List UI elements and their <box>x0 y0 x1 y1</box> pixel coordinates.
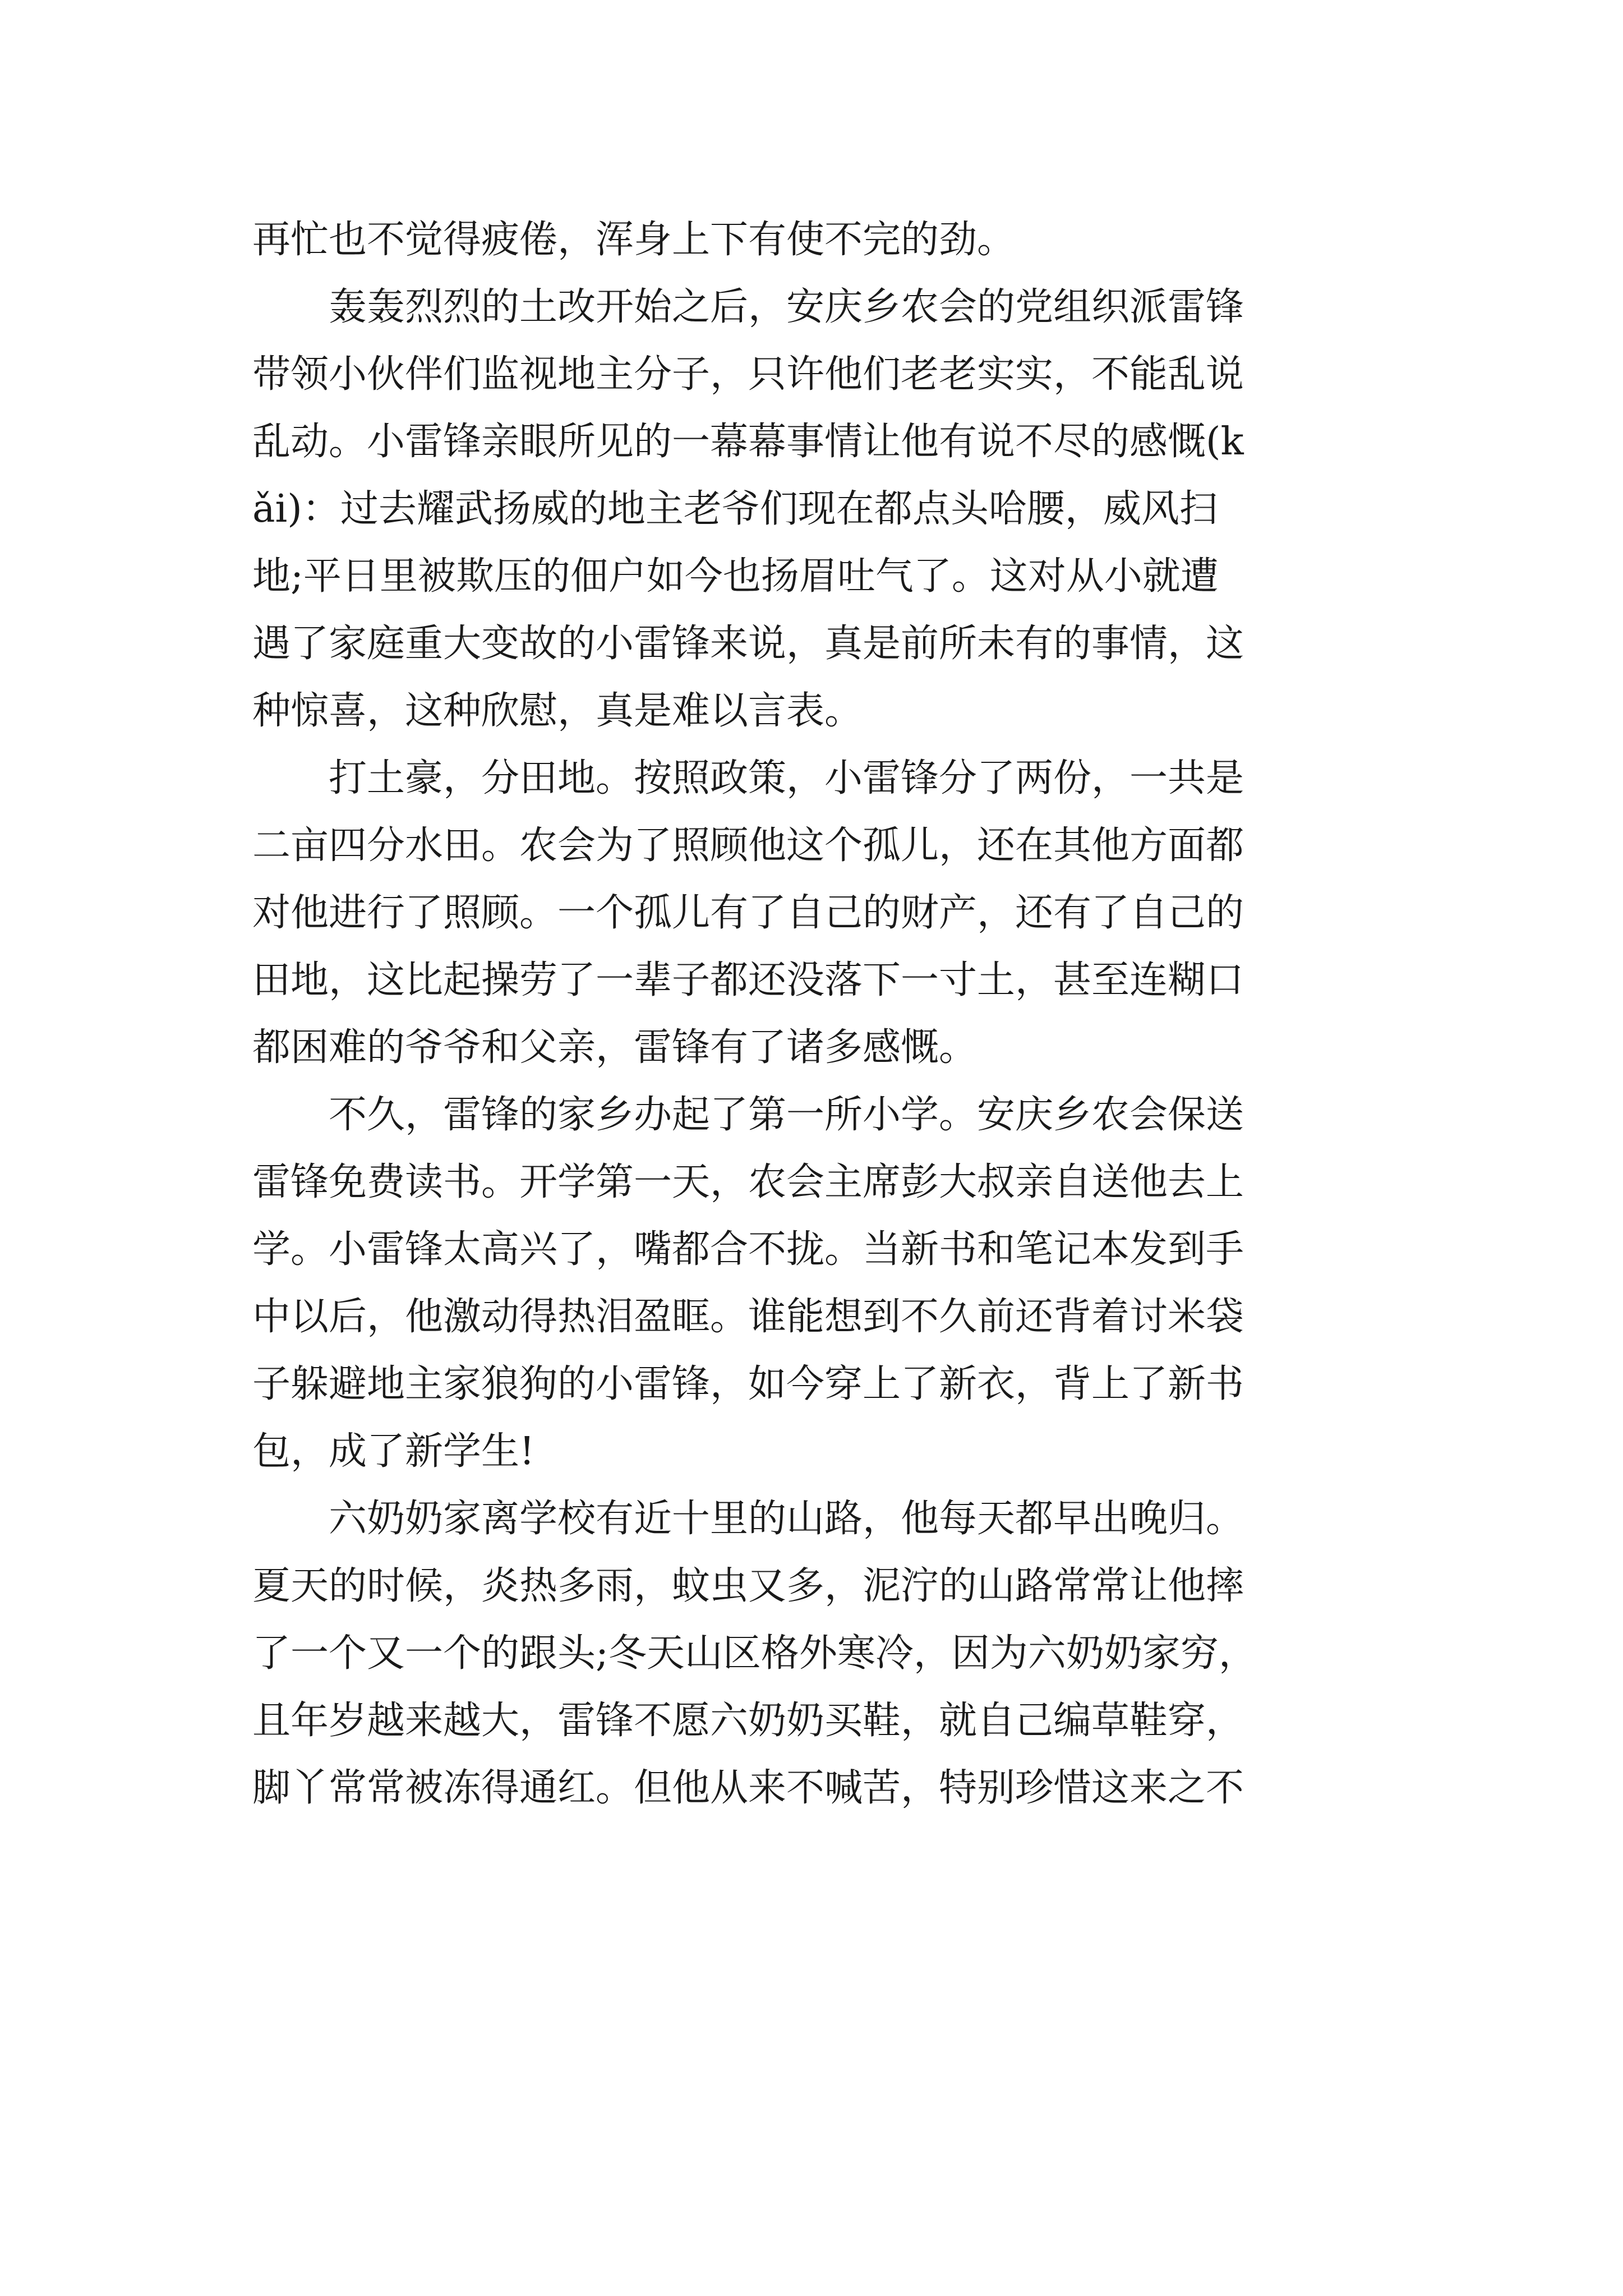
paragraph-first-line: 六奶奶家离学校有近十里的山路，他每天都早出晚归。 <box>329 1497 1244 1541</box>
text-line: 中以后，他激动得热泪盈眶。谁能想到不久前还背着讨米袋 <box>252 1295 1244 1339</box>
text-line: 且年岁越来越大，雷锋不愿六奶奶买鞋，就自己编草鞋穿， <box>252 1699 1244 1743</box>
paragraph-first-line: 不久，雷锋的家乡办起了第一所小学。安庆乡农会保送 <box>329 1093 1244 1137</box>
text-line: 子躲避地主家狼狗的小雷锋，如今穿上了新衣，背上了新书 <box>252 1362 1244 1406</box>
text-line: 了一个又一个的跟头;冬天山区格外寒冷，因为六奶奶家穷， <box>252 1631 1257 1676</box>
text-line: 再忙也不觉得疲倦，浑身上下有使不完的劲。 <box>252 218 1016 262</box>
text-line: 脚丫常常被冻得通红。但他从来不喊苦，特别珍惜这来之不 <box>252 1766 1244 1810</box>
text-line: 地;平日里被欺压的佃户如今也扬眉吐气了。这对从小就遭 <box>252 554 1219 599</box>
text-line: ǎi)：过去耀武扬威的地主老爷们现在都点头哈腰，威风扫 <box>252 487 1218 531</box>
text-line: 学。小雷锋太高兴了，嘴都合不拢。当新书和笔记本发到手 <box>252 1227 1244 1272</box>
text-line: 乱动。小雷锋亲眼所见的一幕幕事情让他有说不尽的感慨(k <box>252 420 1244 464</box>
text-line: 二亩四分水田。农会为了照顾他这个孤儿，还在其他方面都 <box>252 823 1244 868</box>
text-line: 田地，这比起操劳了一辈子都还没落下一寸土，甚至连糊口 <box>252 958 1244 1002</box>
paragraph-first-line: 轰轰烈烈的土改开始之后，安庆乡农会的党组织派雷锋 <box>329 285 1244 329</box>
text-line: 包，成了新学生! <box>252 1429 535 1474</box>
text-line: 带领小伙伴们监视地主分子，只许他们老老实实，不能乱说 <box>252 352 1244 397</box>
text-line: 遇了家庭重大变故的小雷锋来说，真是前所未有的事情，这 <box>252 622 1244 666</box>
text-line: 种惊喜，这种欣慰，真是难以言表。 <box>252 689 863 733</box>
body-text <box>252 206 1380 1822</box>
paragraph-first-line: 打土豪，分田地。按照政策，小雷锋分了两份，一共是 <box>329 756 1244 800</box>
text-line: 对他进行了照顾。一个孤儿有了自己的财产，还有了自己的 <box>252 891 1244 935</box>
text-line: 夏天的时候，炎热多雨，蚊虫又多，泥泞的山路常常让他摔 <box>252 1564 1244 1608</box>
text-line: 都困难的爷爷和父亲，雷锋有了诸多感慨。 <box>252 1025 978 1070</box>
text-line: 雷锋免费读书。开学第一天，农会主席彭大叔亲自送他去上 <box>252 1160 1244 1204</box>
